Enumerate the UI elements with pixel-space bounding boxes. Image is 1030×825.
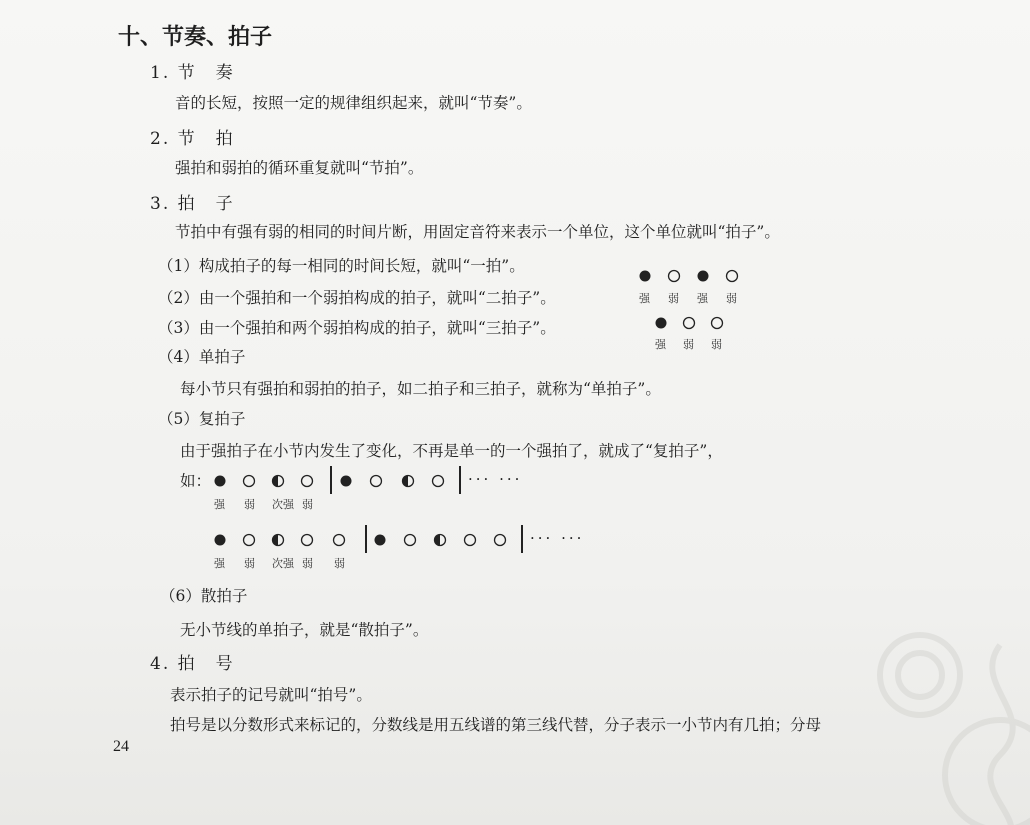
label-strong: 强 [655, 338, 666, 351]
compound-meter-definition: 由于强拍子在小节内发生了变化，不再是单一的一个强拍了，就成了“复拍子”， [180, 442, 723, 460]
weak-beat-icon [495, 535, 506, 546]
weak-beat-icon [669, 271, 680, 282]
weak-beat-icon [727, 271, 738, 282]
label-weak: 弱 [726, 292, 737, 305]
weak-beat-icon [405, 535, 416, 546]
label-weak: 弱 [244, 498, 255, 511]
strong-beat-icon [698, 271, 709, 282]
barline [365, 525, 367, 553]
rhythm-definition: 音的长短，按照一定的规律组织起来，就叫“节奏”。 [175, 94, 532, 112]
quintuple-measure-2 [372, 532, 522, 548]
strong-beat-icon [375, 535, 386, 546]
sub-strong-beat-icon [403, 476, 414, 487]
weak-beat-icon [302, 476, 313, 487]
strong-beat-icon [656, 318, 667, 329]
meter-definition: 强拍和弱拍的循环重复就叫“节拍”。 [175, 159, 424, 177]
example-prefix: 如： [180, 472, 212, 490]
item-duple: （2）由一个强拍和一个弱拍构成的拍子，就叫“二拍子”。 [158, 289, 556, 307]
heading-beat: 3. 拍 子 [150, 194, 235, 214]
triple-beat-circles [653, 315, 733, 331]
label-weak: 弱 [683, 338, 694, 351]
weak-beat-icon [433, 476, 444, 487]
page-number: 24 [113, 738, 129, 755]
quadruple-measure-2 [338, 473, 454, 489]
label-strong: 强 [214, 498, 225, 511]
weak-beat-icon [684, 318, 695, 329]
label-sub-strong: 次强 [272, 557, 294, 570]
item-compound-meter: （5）复拍子 [158, 410, 246, 428]
sub-strong-beat-icon [273, 476, 284, 487]
label-weak: 弱 [668, 292, 679, 305]
strong-beat-icon [215, 535, 226, 546]
barline [330, 466, 332, 494]
barline [521, 525, 523, 553]
strong-beat-icon [640, 271, 651, 282]
label-strong: 强 [639, 292, 650, 305]
section-title: 十、节奏、拍子 [118, 24, 273, 50]
time-signature-definition: 表示拍子的记号就叫“拍号”。 [170, 686, 372, 704]
weak-beat-icon [465, 535, 476, 546]
continuation-ellipsis: ··· ··· [530, 529, 585, 547]
treble-clef-decoration [850, 605, 1030, 825]
weak-beat-icon [371, 476, 382, 487]
label-weak: 弱 [302, 498, 313, 511]
continuation-ellipsis: ··· ··· [468, 470, 523, 488]
free-meter-definition: 无小节线的单拍子，就是“散拍子”。 [180, 621, 429, 639]
label-weak: 弱 [302, 557, 313, 570]
item-free-meter: （6）散拍子 [160, 587, 248, 605]
strong-beat-icon [215, 476, 226, 487]
beat-definition: 节拍中有强有弱的相同的时间片断，用固定音符来表示一个单位，这个单位就叫“拍子”。 [175, 223, 780, 241]
item-one-beat: （1）构成拍子的每一相同的时间长短，就叫“一拍”。 [158, 257, 525, 275]
label-weak: 弱 [244, 557, 255, 570]
time-signature-notation: 拍号是以分数形式来标记的，分数线是用五线谱的第三线代替，分子表示一小节内有几拍；分母 [170, 716, 822, 734]
label-weak: 弱 [711, 338, 722, 351]
label-strong: 强 [214, 557, 225, 570]
label-strong: 强 [697, 292, 708, 305]
strong-beat-icon [341, 476, 352, 487]
quadruple-measure-1 [212, 473, 322, 489]
heading-meter: 2. 节 拍 [150, 129, 235, 149]
weak-beat-icon [302, 535, 313, 546]
heading-rhythm: 1. 节 奏 [150, 63, 235, 83]
label-weak: 弱 [334, 557, 345, 570]
sub-strong-beat-icon [273, 535, 284, 546]
weak-beat-icon [712, 318, 723, 329]
item-triple: （3）由一个强拍和两个弱拍构成的拍子，就叫“三拍子”。 [158, 319, 556, 337]
barline [459, 466, 461, 494]
weak-beat-icon [244, 476, 255, 487]
label-sub-strong: 次强 [272, 498, 294, 511]
weak-beat-icon [244, 535, 255, 546]
weak-beat-icon [334, 535, 345, 546]
sub-strong-beat-icon [435, 535, 446, 546]
quintuple-measure-1 [212, 532, 362, 548]
item-simple-meter: （4）单拍子 [158, 348, 246, 366]
heading-time-signature: 4. 拍 号 [150, 654, 235, 674]
simple-meter-definition: 每小节只有强拍和弱拍的拍子，如二拍子和三拍子，就称为“单拍子”。 [180, 380, 661, 398]
duple-beat-circles [637, 268, 747, 284]
